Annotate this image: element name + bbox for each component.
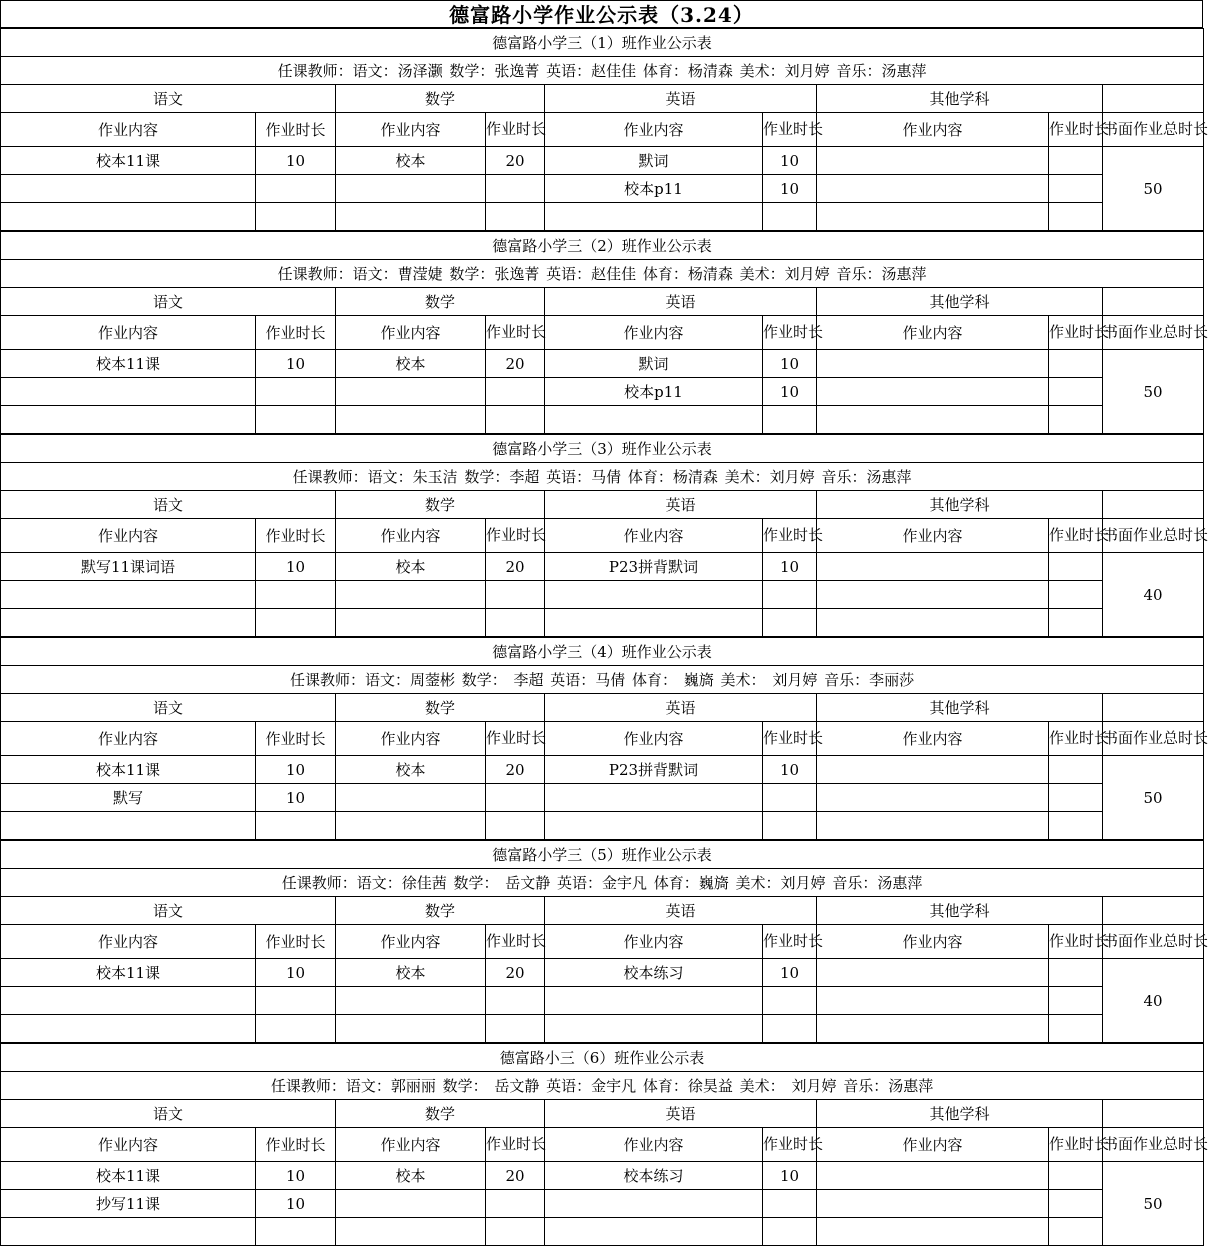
- subject-math: 数学: [336, 694, 545, 722]
- chinese-duration: 10: [256, 1190, 336, 1218]
- english-content: [545, 784, 763, 812]
- subject-blank: [1103, 288, 1204, 316]
- teacher-list: 任课教师：语文：汤泽灏 数学：张逸菁 英语：赵佳佳 体育：杨清森 美术：刘月婷 音乐：汤惠萍: [1, 57, 1204, 85]
- header-duration: 作业时长: [1049, 722, 1103, 756]
- chinese-duration: 10: [256, 784, 336, 812]
- math-content: [336, 203, 486, 231]
- other-content: [817, 1218, 1049, 1246]
- teacher-list: 任课教师：语文：朱玉洁 数学：李超 英语：马倩 体育：杨清森 美术：刘月婷 音乐：汤惠萍: [1, 463, 1204, 491]
- chinese-content: 默写: [1, 784, 256, 812]
- subject-blank: [1103, 85, 1204, 113]
- chinese-duration: [256, 812, 336, 840]
- other-content: [817, 784, 1049, 812]
- english-duration: 10: [763, 553, 817, 581]
- math-content: [336, 784, 486, 812]
- subject-chinese: 语文: [1, 897, 336, 925]
- english-content: [545, 1218, 763, 1246]
- header-duration: 作业时长: [256, 722, 336, 756]
- other-duration: [1049, 756, 1103, 784]
- math-duration: 20: [486, 959, 545, 987]
- header-duration: 作业时长: [256, 113, 336, 147]
- math-duration: 20: [486, 756, 545, 784]
- table-row: [1, 350, 1204, 378]
- other-duration: [1049, 987, 1103, 1015]
- chinese-content: [1, 609, 256, 637]
- math-content: [336, 1190, 486, 1218]
- table-row: [1, 1218, 1204, 1246]
- header-duration: 作业时长: [763, 316, 817, 350]
- subject-other: 其他学科: [817, 1100, 1103, 1128]
- other-duration: [1049, 175, 1103, 203]
- math-duration: [486, 1015, 545, 1043]
- math-duration: [486, 175, 545, 203]
- other-duration: [1049, 1218, 1103, 1246]
- subject-math: 数学: [336, 1100, 545, 1128]
- math-duration: 20: [486, 147, 545, 175]
- teacher-list: 任课教师：语文：徐佳茜 数学： 岳文静 英语：金宇凡 体育：巍旖 美术：刘月婷 音乐：汤惠萍: [1, 869, 1204, 897]
- header-duration: 作业时长: [256, 316, 336, 350]
- english-content: [545, 581, 763, 609]
- chinese-duration: 10: [256, 350, 336, 378]
- chinese-content: [1, 378, 256, 406]
- subject-english: 英语: [545, 897, 817, 925]
- header-duration: 作业时长: [763, 1128, 817, 1162]
- class-title: 德富路小学三（1）班作业公示表: [1, 29, 1204, 57]
- table-row: [1, 959, 1204, 987]
- header-duration: 作业时长: [1049, 925, 1103, 959]
- english-content: 校本p11: [545, 175, 763, 203]
- english-content: [545, 609, 763, 637]
- english-duration: 10: [763, 350, 817, 378]
- english-content: [545, 987, 763, 1015]
- header-content: 作业内容: [336, 722, 486, 756]
- table-row: [1, 987, 1204, 1015]
- chinese-content: [1, 581, 256, 609]
- other-duration: [1049, 959, 1103, 987]
- subject-math: 数学: [336, 85, 545, 113]
- class-table: [0, 28, 1208, 231]
- math-content: 校本: [336, 147, 486, 175]
- chinese-duration: [256, 1218, 336, 1246]
- header-total: 书面作业总时长: [1103, 925, 1204, 959]
- english-duration: [763, 1218, 817, 1246]
- chinese-content: [1, 175, 256, 203]
- chinese-content: 默写11课词语: [1, 553, 256, 581]
- math-duration: [486, 378, 545, 406]
- other-content: [817, 378, 1049, 406]
- subject-english: 英语: [545, 85, 817, 113]
- english-content: 校本练习: [545, 1162, 763, 1190]
- subject-other: 其他学科: [817, 85, 1103, 113]
- header-total: 书面作业总时长: [1103, 316, 1204, 350]
- header-duration: 作业时长: [763, 113, 817, 147]
- subject-blank: [1103, 1100, 1204, 1128]
- subject-chinese: 语文: [1, 694, 336, 722]
- teacher-list: 任课教师：语文：周蓥彬 数学： 李超 英语：马倩 体育： 巍旖 美术： 刘月婷 音乐：李丽莎: [1, 666, 1204, 694]
- other-content: [817, 812, 1049, 840]
- english-content: 校本p11: [545, 378, 763, 406]
- chinese-duration: [256, 1015, 336, 1043]
- class-table: [0, 434, 1208, 637]
- english-duration: [763, 581, 817, 609]
- other-duration: [1049, 1015, 1103, 1043]
- header-duration: 作业时长: [256, 925, 336, 959]
- english-duration: 10: [763, 378, 817, 406]
- table-row: [1, 147, 1204, 175]
- math-duration: [486, 581, 545, 609]
- math-duration: [486, 812, 545, 840]
- chinese-content: 校本11课: [1, 147, 256, 175]
- math-duration: [486, 406, 545, 434]
- math-duration: [486, 203, 545, 231]
- english-content: [545, 812, 763, 840]
- subject-chinese: 语文: [1, 491, 336, 519]
- english-content: 默词: [545, 350, 763, 378]
- header-content: 作业内容: [545, 1128, 763, 1162]
- chinese-content: [1, 406, 256, 434]
- other-content: [817, 350, 1049, 378]
- table-row: [1, 581, 1204, 609]
- other-duration: [1049, 1162, 1103, 1190]
- header-content: 作业内容: [1, 1128, 256, 1162]
- other-content: [817, 1162, 1049, 1190]
- header-content: 作业内容: [1, 722, 256, 756]
- chinese-content: [1, 812, 256, 840]
- header-content: 作业内容: [545, 722, 763, 756]
- other-content: [817, 147, 1049, 175]
- chinese-content: 校本11课: [1, 1162, 256, 1190]
- other-content: [817, 609, 1049, 637]
- chinese-duration: [256, 581, 336, 609]
- subject-math: 数学: [336, 491, 545, 519]
- table-row: [1, 784, 1204, 812]
- subject-english: 英语: [545, 491, 817, 519]
- chinese-content: [1, 1015, 256, 1043]
- header-content: 作业内容: [1, 519, 256, 553]
- math-content: [336, 609, 486, 637]
- chinese-duration: [256, 609, 336, 637]
- total-duration: 50: [1103, 1162, 1204, 1246]
- english-duration: [763, 609, 817, 637]
- header-content: 作业内容: [545, 925, 763, 959]
- math-content: 校本: [336, 1162, 486, 1190]
- header-duration: 作业时长: [1049, 519, 1103, 553]
- subject-blank: [1103, 491, 1204, 519]
- english-content: P23拼背默词: [545, 756, 763, 784]
- math-duration: [486, 987, 545, 1015]
- header-content: 作业内容: [336, 113, 486, 147]
- english-duration: [763, 812, 817, 840]
- other-duration: [1049, 812, 1103, 840]
- math-content: [336, 175, 486, 203]
- math-duration: [486, 1190, 545, 1218]
- other-content: [817, 406, 1049, 434]
- other-content: [817, 553, 1049, 581]
- chinese-duration: 10: [256, 147, 336, 175]
- math-content: [336, 581, 486, 609]
- math-duration: 20: [486, 350, 545, 378]
- english-duration: [763, 784, 817, 812]
- header-duration: 作业时长: [1049, 316, 1103, 350]
- header-duration: 作业时长: [1049, 1128, 1103, 1162]
- total-duration: 50: [1103, 147, 1204, 231]
- header-duration: 作业时长: [1049, 113, 1103, 147]
- header-duration: 作业时长: [486, 113, 545, 147]
- chinese-duration: [256, 987, 336, 1015]
- table-row: [1, 609, 1204, 637]
- other-duration: [1049, 203, 1103, 231]
- header-content: 作业内容: [1, 113, 256, 147]
- chinese-duration: 10: [256, 553, 336, 581]
- header-content: 作业内容: [336, 519, 486, 553]
- table-row: [1, 203, 1204, 231]
- subject-other: 其他学科: [817, 897, 1103, 925]
- math-content: 校本: [336, 350, 486, 378]
- class-title: 德富路小三（6）班作业公示表: [1, 1044, 1204, 1072]
- header-content: 作业内容: [545, 113, 763, 147]
- header-content: 作业内容: [336, 925, 486, 959]
- total-duration: 40: [1103, 959, 1204, 1043]
- english-content: [545, 1190, 763, 1218]
- other-content: [817, 756, 1049, 784]
- other-duration: [1049, 378, 1103, 406]
- class-table: [0, 231, 1208, 434]
- total-duration: 40: [1103, 553, 1204, 637]
- other-duration: [1049, 147, 1103, 175]
- math-content: [336, 1218, 486, 1246]
- chinese-duration: 10: [256, 1162, 336, 1190]
- header-total: 书面作业总时长: [1103, 113, 1204, 147]
- math-duration: [486, 609, 545, 637]
- subject-other: 其他学科: [817, 694, 1103, 722]
- english-duration: [763, 1015, 817, 1043]
- math-content: 校本: [336, 756, 486, 784]
- header-content: 作业内容: [545, 519, 763, 553]
- teacher-list: 任课教师：语文：郭丽丽 数学： 岳文静 英语：金宇凡 体育：徐昊益 美术： 刘月婷 音乐：汤惠萍: [1, 1072, 1204, 1100]
- english-content: P23拼背默词: [545, 553, 763, 581]
- math-duration: [486, 1218, 545, 1246]
- teacher-list: 任课教师：语文：曹滢婕 数学：张逸菁 英语：赵佳佳 体育：杨清森 美术：刘月婷 音乐：汤惠萍: [1, 260, 1204, 288]
- chinese-content: 校本11课: [1, 756, 256, 784]
- class-title: 德富路小学三（2）班作业公示表: [1, 232, 1204, 260]
- table-row: [1, 1190, 1204, 1218]
- chinese-content: 校本11课: [1, 350, 256, 378]
- chinese-content: 抄写11课: [1, 1190, 256, 1218]
- math-content: [336, 812, 486, 840]
- chinese-content: [1, 1218, 256, 1246]
- header-duration: 作业时长: [486, 1128, 545, 1162]
- header-content: 作业内容: [1, 925, 256, 959]
- other-duration: [1049, 406, 1103, 434]
- subject-math: 数学: [336, 288, 545, 316]
- other-content: [817, 1015, 1049, 1043]
- chinese-duration: 10: [256, 959, 336, 987]
- other-duration: [1049, 1190, 1103, 1218]
- other-content: [817, 581, 1049, 609]
- subject-english: 英语: [545, 694, 817, 722]
- math-content: 校本: [336, 553, 486, 581]
- english-content: 校本练习: [545, 959, 763, 987]
- other-duration: [1049, 609, 1103, 637]
- page-title: 德富路小学作业公示表（3.24）: [0, 0, 1203, 28]
- chinese-duration: 10: [256, 756, 336, 784]
- chinese-duration: [256, 406, 336, 434]
- header-content: 作业内容: [336, 316, 486, 350]
- english-duration: [763, 203, 817, 231]
- table-row: [1, 756, 1204, 784]
- class-table: [0, 1043, 1208, 1246]
- header-duration: 作业时长: [256, 519, 336, 553]
- subject-blank: [1103, 694, 1204, 722]
- subject-other: 其他学科: [817, 288, 1103, 316]
- class-table: [0, 840, 1208, 1043]
- table-row: [1, 553, 1204, 581]
- math-duration: 20: [486, 553, 545, 581]
- header-duration: 作业时长: [486, 519, 545, 553]
- math-duration: [486, 784, 545, 812]
- chinese-duration: [256, 378, 336, 406]
- header-content: 作业内容: [817, 519, 1049, 553]
- chinese-content: [1, 987, 256, 1015]
- table-row: [1, 406, 1204, 434]
- subject-blank: [1103, 897, 1204, 925]
- table-row: [1, 812, 1204, 840]
- chinese-duration: [256, 203, 336, 231]
- other-content: [817, 987, 1049, 1015]
- header-content: 作业内容: [817, 113, 1049, 147]
- header-total: 书面作业总时长: [1103, 722, 1204, 756]
- header-total: 书面作业总时长: [1103, 1128, 1204, 1162]
- math-content: 校本: [336, 959, 486, 987]
- other-duration: [1049, 784, 1103, 812]
- chinese-duration: [256, 175, 336, 203]
- header-content: 作业内容: [817, 722, 1049, 756]
- other-content: [817, 203, 1049, 231]
- table-row: [1, 378, 1204, 406]
- header-duration: 作业时长: [763, 722, 817, 756]
- math-content: [336, 378, 486, 406]
- other-content: [817, 175, 1049, 203]
- header-duration: 作业时长: [763, 519, 817, 553]
- english-duration: 10: [763, 959, 817, 987]
- header-content: 作业内容: [1, 316, 256, 350]
- header-duration: 作业时长: [256, 1128, 336, 1162]
- subject-other: 其他学科: [817, 491, 1103, 519]
- header-content: 作业内容: [545, 316, 763, 350]
- english-content: [545, 406, 763, 434]
- total-duration: 50: [1103, 350, 1204, 434]
- total-duration: 50: [1103, 756, 1204, 840]
- header-duration: 作业时长: [486, 925, 545, 959]
- subject-chinese: 语文: [1, 85, 336, 113]
- class-title: 德富路小学三（4）班作业公示表: [1, 638, 1204, 666]
- other-duration: [1049, 581, 1103, 609]
- other-content: [817, 959, 1049, 987]
- class-blocks: [0, 28, 1208, 1246]
- subject-english: 英语: [545, 288, 817, 316]
- math-content: [336, 987, 486, 1015]
- math-content: [336, 1015, 486, 1043]
- class-title: 德富路小学三（5）班作业公示表: [1, 841, 1204, 869]
- english-duration: 10: [763, 147, 817, 175]
- class-table: [0, 637, 1208, 840]
- english-duration: [763, 406, 817, 434]
- subject-chinese: 语文: [1, 1100, 336, 1128]
- class-title: 德富路小学三（3）班作业公示表: [1, 435, 1204, 463]
- header-total: 书面作业总时长: [1103, 519, 1204, 553]
- english-duration: 10: [763, 1162, 817, 1190]
- chinese-content: [1, 203, 256, 231]
- header-content: 作业内容: [817, 925, 1049, 959]
- english-duration: [763, 987, 817, 1015]
- header-duration: 作业时长: [763, 925, 817, 959]
- header-content: 作业内容: [336, 1128, 486, 1162]
- header-duration: 作业时长: [486, 722, 545, 756]
- table-row: [1, 1162, 1204, 1190]
- other-duration: [1049, 553, 1103, 581]
- english-duration: [763, 1190, 817, 1218]
- english-duration: 10: [763, 175, 817, 203]
- subject-english: 英语: [545, 1100, 817, 1128]
- subject-chinese: 语文: [1, 288, 336, 316]
- subject-math: 数学: [336, 897, 545, 925]
- header-duration: 作业时长: [486, 316, 545, 350]
- header-content: 作业内容: [817, 316, 1049, 350]
- english-duration: 10: [763, 756, 817, 784]
- english-content: [545, 203, 763, 231]
- math-content: [336, 406, 486, 434]
- table-row: [1, 175, 1204, 203]
- header-content: 作业内容: [817, 1128, 1049, 1162]
- other-duration: [1049, 350, 1103, 378]
- other-content: [817, 1190, 1049, 1218]
- english-content: 默词: [545, 147, 763, 175]
- math-duration: 20: [486, 1162, 545, 1190]
- table-row: [1, 1015, 1204, 1043]
- chinese-content: 校本11课: [1, 959, 256, 987]
- english-content: [545, 1015, 763, 1043]
